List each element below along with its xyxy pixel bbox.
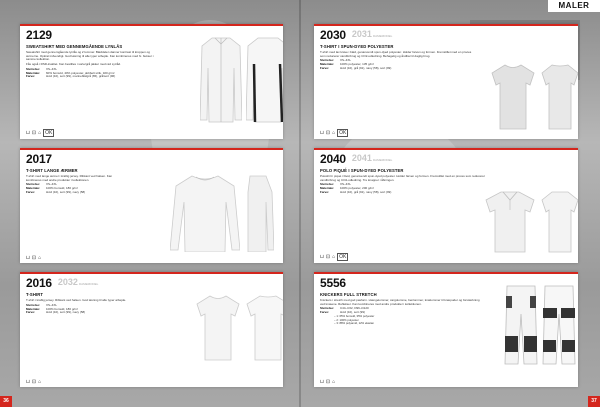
spec-label: Størrelse: <box>26 302 41 307</box>
tshirt-back-image <box>540 61 578 131</box>
spec-value: C44–C62, D96–D120 <box>340 306 369 311</box>
spec-value: 100% bomuld, 180 g/m² <box>46 306 78 311</box>
care-symbols <box>320 129 348 137</box>
product-description: T-shirt med lange ærmer i kraftig jersey. Ribkant ved halsen. Kan kombineres med andre produkter i kollektionen. <box>26 174 113 182</box>
spec-label: Størrelse: <box>320 306 335 311</box>
iron-icon: ⌂ <box>38 255 42 261</box>
spec-label: Farve: <box>320 66 330 70</box>
tshirt-front-image <box>490 61 536 131</box>
product-title: KNICKERS FULL STRETCH <box>320 292 377 297</box>
product-code: 2129 <box>26 28 52 42</box>
care-symbols <box>320 379 335 385</box>
spec-value: Hvid (10), sort (99), navy (58) <box>46 310 86 315</box>
product-description: Sweatshirt med gennemgående lynlås og 2 lommer. Bløddelen danner kontrast til kroppen og ærmerne. Opkrat indvendigt. God løsning til alle typer arbejde. Kan kombineres med fx. bukser i samme kollektion. <box>26 50 154 62</box>
longsleeve-front-image <box>170 172 240 252</box>
product-card-2016 <box>20 272 283 387</box>
alt-product-code: 2032DAMEMODEL <box>57 277 99 287</box>
product-images <box>170 172 274 252</box>
certification-icon: OK <box>45 130 53 136</box>
washing-icon: ⊔ <box>320 130 324 136</box>
spec-label: Størrelse: <box>320 182 335 187</box>
product-images <box>200 34 283 124</box>
material-note: – 2: 100% polyester <box>334 319 448 323</box>
material-note: – 3: 88% polyamid, 12% elastan <box>334 322 448 326</box>
iron-icon: ⌂ <box>332 254 336 260</box>
product-code: 5556 <box>320 276 346 290</box>
spec-value: Hvid (10), sort (99), marineblå/grå (65), grå/sort (96) <box>46 74 116 79</box>
product-title: POLO PIQUÉ I SPUN-DYED POLYESTER <box>320 168 404 173</box>
spec-label: Materiale: <box>26 70 41 75</box>
spec-value: Hvid (10), sort (99), navy (58) <box>46 190 86 194</box>
care-symbols <box>26 379 41 385</box>
knickers-back-image <box>542 284 576 366</box>
alt-code-note: DAMEMODEL <box>372 158 393 162</box>
spec-label: Farve: <box>320 190 330 194</box>
care-symbols <box>26 255 41 261</box>
spec-value: 60% bomuld, 40% polyester, dobbelt strik, 320 g/m² <box>46 70 115 75</box>
page-number-left: 36 <box>0 396 12 407</box>
spec-value: XS–4XL <box>46 302 58 307</box>
tumble-dry-icon: ⊡ <box>31 130 37 136</box>
product-code: 2040 <box>320 152 346 166</box>
washing-icon: ⊔ <box>320 379 324 385</box>
product-code: 2030 <box>320 28 346 42</box>
product-card-5556 <box>314 272 578 387</box>
spec-value: Hvid (10), grå (91), navy (58), sort (99) <box>340 190 392 194</box>
tumble-dry-icon: ⊡ <box>31 379 37 385</box>
product-card-2030 <box>314 24 578 139</box>
product-description: T-shirt i kraftig jersey. Ribkant ved halsen. God løsning til alle typer arbejde. <box>26 298 127 302</box>
product-title: T-SHIRT LANGE ÆRMER <box>26 168 78 173</box>
product-images <box>195 292 283 362</box>
longsleeve-side-image <box>244 172 274 252</box>
spec-label: Størrelse: <box>26 66 41 71</box>
product-images <box>484 188 578 254</box>
page-number-right: 37 <box>588 396 600 407</box>
knickers-front-image <box>504 284 538 366</box>
care-symbols <box>320 253 348 261</box>
spec-label: Materiale: <box>26 186 41 191</box>
tumble-dry-icon: ⊡ <box>325 379 331 385</box>
zip-jacket-back-image <box>246 34 283 124</box>
product-title: T-SHIRT I SPUN-DYED POLYESTER <box>320 44 394 49</box>
certification-icon: OK <box>339 130 347 136</box>
care-symbols <box>26 129 54 137</box>
page-gutter <box>299 0 301 407</box>
spec-value: 100% polyester, 200 g/m² <box>340 186 375 191</box>
product-card-2040 <box>314 148 578 263</box>
product-description: Knickers i stretch med god pasform. Hængelommer, cargolomme, benlommer, knælommer til knæpuder og forstærkning ved knæene. Reflekser. Kan kombineres med andre produkter i kollektionen. <box>320 298 480 306</box>
spec-value: Hvid (10), sort (99) <box>340 310 366 315</box>
polo-front-image <box>484 188 536 254</box>
washing-icon: ⊔ <box>320 254 324 260</box>
product-description-extra: Fås også i RSD-kvalitet. Kan bestilles i sorte/grå jakker med rød sytråd. <box>26 62 121 67</box>
tumble-dry-icon: ⊡ <box>325 130 331 136</box>
washing-icon: ⊔ <box>26 379 30 385</box>
alt-code-note: DAMEMODEL <box>372 34 393 38</box>
tshirt-front-image <box>195 292 241 362</box>
alt-product-code: 2041DAMEMODEL <box>351 153 393 163</box>
certification-icon: OK <box>339 254 347 260</box>
washing-icon: ⊔ <box>26 130 30 136</box>
iron-icon: ⌂ <box>332 379 336 385</box>
zip-jacket-front-image <box>200 34 242 124</box>
spec-label: Størrelse: <box>26 182 41 187</box>
spec-value: XS–4XL <box>340 182 352 187</box>
tshirt-back-image <box>245 292 283 362</box>
iron-icon: ⌂ <box>38 379 42 385</box>
iron-icon: ⌂ <box>332 130 336 136</box>
spec-value: XS–4XL <box>46 182 58 187</box>
spec-label: Størrelse: <box>320 58 335 63</box>
product-card-2129 <box>20 24 283 139</box>
spec-label: Farve: <box>26 74 36 79</box>
product-card-2017 <box>20 148 283 263</box>
product-images <box>504 284 576 366</box>
product-code: 2016 <box>26 276 52 290</box>
product-description: Poloshirt i piqué i blød, genanvendt spun-dyed polyester. Holder farven og formen. Fremstillet med en proces som reducerer vandforbrug og CO2-udledning. Tre knapper i åbningen. <box>320 174 485 182</box>
section-tag: MALER <box>548 0 600 12</box>
alt-code-note: DAMEMODEL <box>78 282 99 286</box>
tumble-dry-icon: ⊡ <box>31 255 37 261</box>
polo-back-image <box>540 188 578 254</box>
spec-value: 100% polyester, 135 g/m² <box>340 62 375 67</box>
spec-label: Farve: <box>26 190 36 194</box>
product-images <box>490 61 578 131</box>
spec-value: XS–4XL <box>340 58 352 63</box>
product-title: T-SHIRT <box>26 292 43 297</box>
spec-value: XS–4XL <box>46 66 58 71</box>
product-description: T-shirt med lav krave i blød, genanvendt spun-dyed polyester. Holder farven og formen. Fremstillet med en proces som reducerer vandforbrug og CO2-udledning. Behagelig og åndbar til daglig brug. <box>320 50 472 58</box>
iron-icon: ⌂ <box>38 130 42 136</box>
spec-value: 100% bomuld, 180 g/m² <box>46 186 78 191</box>
alt-product-code: 2031DAMEMODEL <box>351 29 393 39</box>
spec-label: Farve: <box>320 310 330 315</box>
spec-label: Farve: <box>26 310 36 315</box>
spec-label: Materiale: <box>320 62 335 67</box>
product-title: SWEATSHIRT MED GENNEMGÅENDE LYNLÅS <box>26 44 123 49</box>
spec-label: Materiale: <box>26 306 41 311</box>
spec-value: Hvid (10), grå (91), navy (58), sort (99) <box>340 66 392 70</box>
product-code: 2017 <box>26 152 52 166</box>
material-note: – 1: 65% bomuld, 35% polyester <box>334 315 448 319</box>
washing-icon: ⊔ <box>26 255 30 261</box>
spec-label: Materiale: <box>320 186 335 191</box>
tumble-dry-icon: ⊡ <box>325 254 331 260</box>
